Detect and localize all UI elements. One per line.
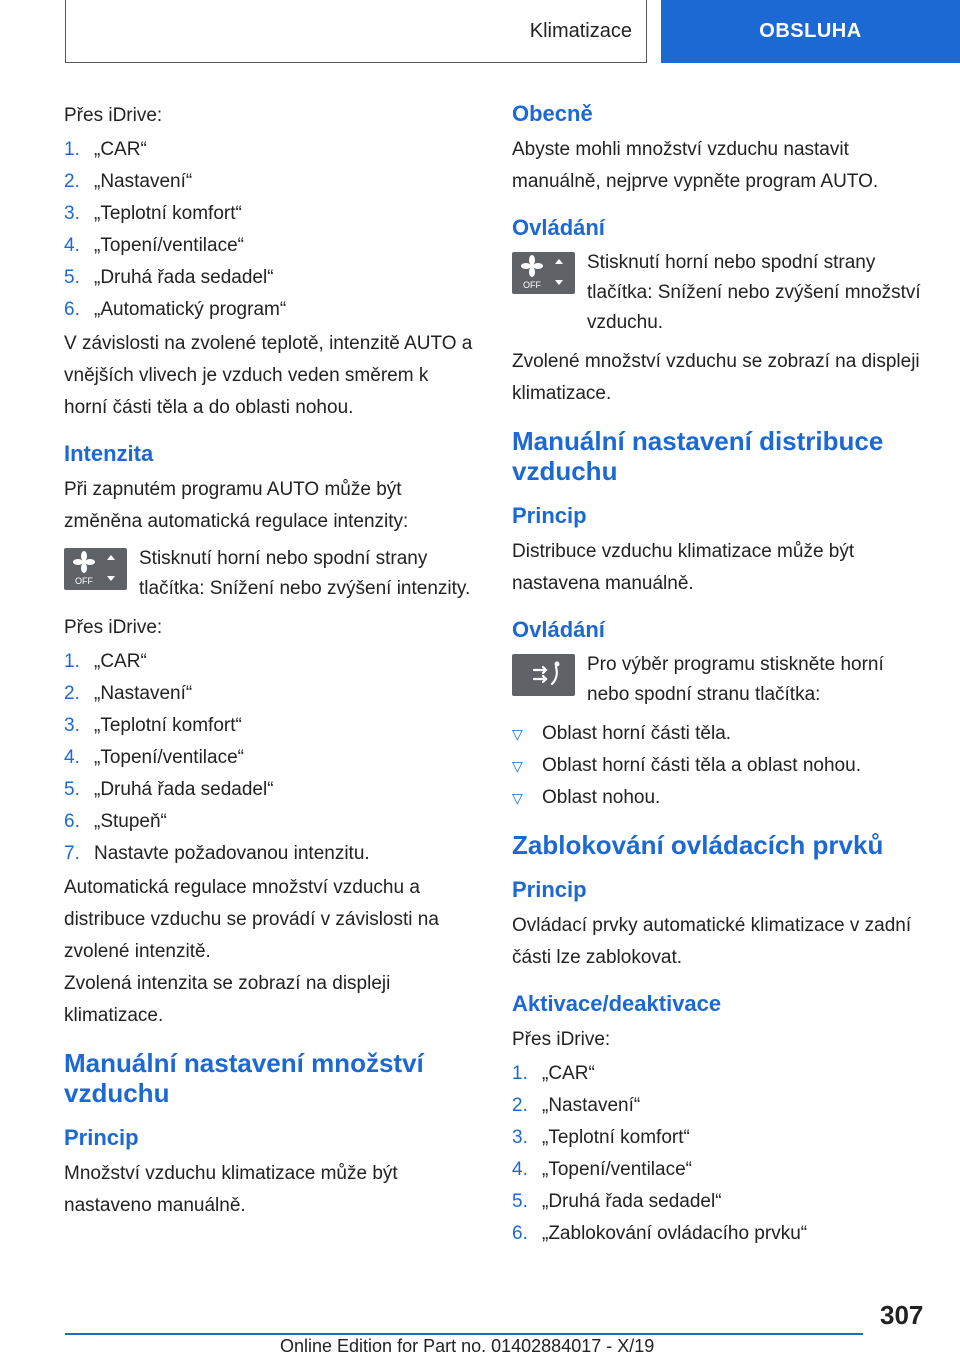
- steps-list-lock: [512, 1058, 922, 1250]
- list-item: 4. „Topení/ventilace“: [64, 747, 244, 768]
- heading-manual-distribution: Manuální nastavení distribuce vzduchu: [512, 426, 884, 486]
- list-item: 7. Nastavte požadovanou intenzitu.: [64, 843, 370, 864]
- paragraph-obecne: Abyste mohli množství vzduchu nastavit manuálně, nejprve vypněte program AUTO.: [512, 139, 879, 192]
- icon-row-intensity: [64, 544, 474, 604]
- triangle-bullet-icon: ▽: [512, 790, 523, 806]
- heading-princip: Princip: [64, 1125, 139, 1150]
- list-item: 5. „Druhá řada sedadel“: [64, 267, 274, 288]
- paragraph-intenzita: Při zapnutém programu AUTO může být změněna automatická regulace intenzity:: [64, 479, 409, 532]
- heading-princip-distribution: Princip: [512, 503, 587, 528]
- right-column: [512, 100, 922, 1252]
- paragraph-princip-distribution: Distribuce vzduchu klimatizace může být nastavena manuálně.: [512, 541, 855, 594]
- heading-manual-air-amount: Manuální nastavení množství vzduchu: [64, 1048, 424, 1108]
- idrive-intro-3: Přes iDrive:: [512, 1029, 611, 1050]
- list-item: 1. „CAR“: [64, 651, 147, 672]
- list-item: 4. „Topení/ventilace“: [64, 235, 244, 256]
- list-item: 5. „Druhá řada sedadel“: [64, 779, 274, 800]
- list-item: 4. „Topení/ventilace“: [512, 1159, 692, 1180]
- svg-text:OFF: OFF: [523, 280, 541, 290]
- steps-list-auto: [64, 134, 474, 326]
- icon-description-air-amount: Stisknutí horní nebo spodní strany tlačítka: Snížení nebo zvýšení množství vzduchu.: [587, 252, 921, 333]
- paragraph-display: Zvolená intenzita se zobrazí na displeji klimatizace.: [64, 973, 391, 1026]
- header-chapter-title: OBSLUHA: [759, 20, 862, 42]
- list-item: 3. „Teplotní komfort“: [64, 715, 242, 736]
- paragraph-princip-lock: Ovládací prvky automatické klimatizace v zadní části lze zablokovat.: [512, 915, 912, 968]
- list-item: 3. „Teplotní komfort“: [512, 1127, 690, 1148]
- icon-description-intensity: Stisknutí horní nebo spodní strany tlačítka: Snížení nebo zvýšení intenzity.: [139, 548, 471, 599]
- list-item: 5. „Druhá řada sedadel“: [512, 1191, 722, 1212]
- heading-activation: Aktivace/deaktivace: [512, 991, 722, 1016]
- fan-off-button-icon: [64, 548, 127, 590]
- heading-intenzita: Intenzita: [64, 441, 154, 466]
- paragraph-princip: Množství vzduchu klimatizace může být nastaveno manuálně.: [64, 1163, 398, 1216]
- heading-obecne: Obecně: [512, 101, 593, 126]
- idrive-intro: Přes iDrive:: [64, 105, 163, 126]
- list-item: ▽ Oblast nohou.: [512, 782, 922, 814]
- triangle-bullet-icon: ▽: [512, 758, 523, 774]
- list-item: ▽ Oblast horní části těla a oblast nohou.: [512, 750, 922, 782]
- paragraph-auto-regulation: Automatická regulace množství vzduchu a distribuce vzduchu se provádí v závislosti na zvolené intenzitě.: [64, 877, 439, 962]
- icon-description-distribution: Pro výběr programu stiskněte horní nebo spodní stranu tlačítka:: [587, 654, 884, 705]
- fan-off-button-icon: [512, 252, 575, 294]
- distribution-options-list: [512, 718, 922, 814]
- list-item: 1. „CAR“: [512, 1063, 595, 1084]
- header-section-title: Klimatizace: [529, 19, 632, 42]
- list-item: 2. „Nastavení“: [64, 683, 193, 704]
- list-item: 3. „Teplotní komfort“: [64, 203, 242, 224]
- triangle-bullet-icon: ▽: [512, 726, 523, 742]
- page-number: 307: [880, 1300, 924, 1330]
- heading-princip-lock: Princip: [512, 877, 587, 902]
- list-item: ▽ Oblast horní části těla.: [512, 718, 922, 750]
- list-item: 6. „Stupeň“: [64, 811, 167, 832]
- list-item: 6. „Automatický program“: [64, 299, 287, 320]
- icon-row-air-amount: [512, 248, 922, 338]
- steps-list-intensity: [64, 646, 474, 870]
- air-distribution-button-icon: [512, 654, 575, 696]
- header-section-box: [65, 0, 647, 63]
- footer-divider: [65, 1333, 863, 1335]
- footer-edition: Online Edition for Part no. 01402884017 - X/19: [280, 1336, 655, 1356]
- list-item: 2. „Nastavení“: [512, 1095, 641, 1116]
- list-item: 1. „CAR“: [64, 139, 147, 160]
- heading-lock-controls: Zablokování ovládacích prvků: [512, 830, 884, 860]
- paragraph-auto-description: V závislosti na zvolené teplotě, intenzitě AUTO a vnějších vlivech je vzduch veden směrem k horní části těla a do oblasti nohou.: [64, 333, 473, 418]
- header-chapter-tab: [661, 0, 960, 63]
- icon-row-distribution: [512, 650, 922, 710]
- list-item: 2. „Nastavení“: [64, 171, 193, 192]
- heading-ovladani-distribution: Ovládání: [512, 617, 605, 642]
- svg-text:OFF: OFF: [75, 576, 93, 586]
- left-column: [64, 100, 474, 1230]
- heading-ovladani: Ovládání: [512, 215, 605, 240]
- list-item: 6. „Zablokování ovládacího prvku“: [512, 1223, 808, 1244]
- idrive-intro-2: Přes iDrive:: [64, 617, 163, 638]
- paragraph-display-air: Zvolené množství vzduchu se zobrazí na displeji klimatizace.: [512, 351, 920, 404]
